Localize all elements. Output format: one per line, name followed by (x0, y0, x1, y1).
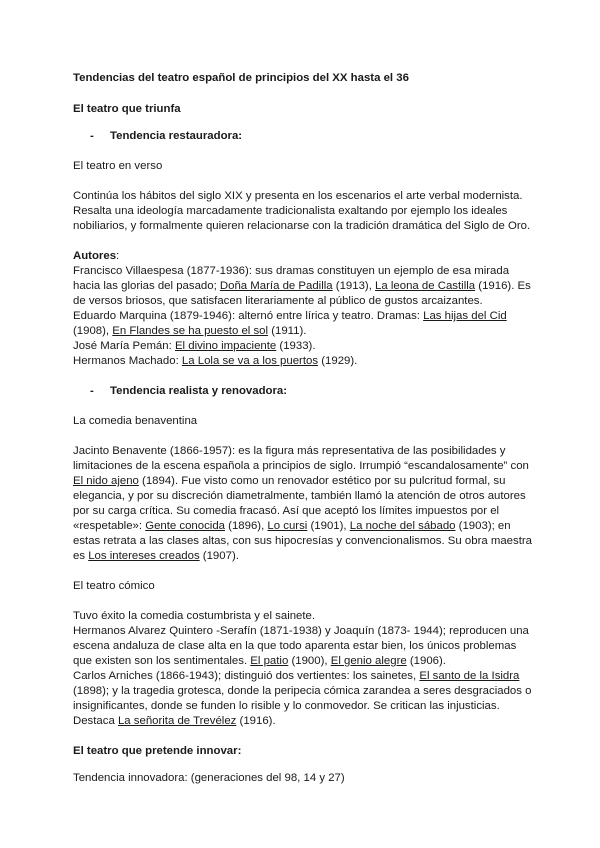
bullet-realista (90, 384, 533, 399)
text-span: Francisco Villaespesa (1877-1936): sus dramas constituyen un ejemplo de esa mirada hacia las glorias del pasado; (73, 265, 510, 292)
text-span: Jacinto Benavente (1866-1957): es la figura más representativa de las posibilidades y limitaciones de la escena española a principios de siglo. Irrumpió “escandalosamente” con (73, 445, 529, 472)
text-span: (1913), (332, 280, 376, 292)
subheading-teatro-comico: El teatro cómico (73, 580, 155, 592)
text-span: (1911). (268, 325, 307, 337)
text-span: (1907). (199, 550, 239, 562)
text-span: (1916). Es de versos briosos, que satisfacen literariamente al público de gustos arcaizantes. (73, 280, 531, 307)
work-title: El patio (250, 655, 289, 667)
work-title: El divino impaciente (174, 340, 277, 352)
text-span: Eduardo Marquina (1879-1946): alternó entre lírica y teatro. Dramas: (73, 310, 424, 322)
author-arniches (73, 669, 533, 729)
work-title: El genio alegre (330, 655, 407, 667)
document-body (73, 71, 533, 801)
document-title: Tendencias del teatro español de principios del XX hasta el 36 (73, 72, 409, 84)
work-title: Los intereses creados (88, 550, 200, 562)
bullet-restauradora (90, 129, 533, 144)
text-span: (1898); y la tragedia grotesca, donde la peripecia cómica zarandea a seres desgraciados o insignificantes, donde se funden lo risible y lo conmovedor. Se critican las injusticias. Destaca (73, 685, 532, 727)
text-span: José María Pemán: (73, 340, 175, 352)
trend-heading-restauradora: Tendencia restauradora: (110, 130, 243, 142)
text-span: (1900), (288, 655, 331, 667)
work-title: La señorita de Trevélez (117, 715, 237, 727)
subheading-teatro-verso: El teatro en verso (73, 160, 163, 172)
text-span: Hermanos Alvarez Quintero -Serafín (1871-1938) y Joaquín (1873- 1944); reproducen una escena andaluza de clase alta en la que todo aparenta estar bien, los únicos problemas que existen son los sentimentales. (73, 625, 529, 667)
section-heading-triunfa: El teatro que triunfa (73, 103, 181, 115)
autores-block (73, 249, 533, 369)
subheading-tendencia-innovadora: Tendencia innovadora: (generaciones del 98, 14 y 27) (73, 772, 345, 784)
text-span: (1929). (318, 355, 358, 367)
text-span: (1933). (276, 340, 316, 352)
teatro-comico-block (73, 609, 533, 729)
section-heading-innovar: El teatro que pretende innovar: (73, 745, 242, 757)
author-marquina (73, 309, 533, 339)
work-title: En Flandes se ha puesto el sol (112, 325, 269, 337)
paragraph-benavente (73, 444, 533, 564)
work-title: Lo cursi (267, 520, 308, 532)
autores-heading (73, 249, 533, 264)
work-title: La Lola se va a los puertos (181, 355, 319, 367)
trend-heading-realista: Tendencia realista y renovadora: (110, 385, 288, 397)
bullet-dash: - (90, 385, 94, 397)
text-span: Carlos Arniches (1866-1943); distinguió dos vertientes: los sainetes, (73, 670, 420, 682)
comico-intro: Tuvo éxito la comedia costumbrista y el sainete. (73, 610, 316, 622)
autores-colon: : (116, 250, 120, 262)
paragraph-teatro-verso: Continúa los hábitos del siglo XIX y presenta en los escenarios el arte verbal modernista. Resalta una ideología marcadamente tradicionalista exaltando por ejemplo los ideales nobiliarios, y formalmente quieren relacionarse con la tradición dramática del Siglo de Oro. (73, 190, 531, 232)
work-title: El nido ajeno (73, 475, 139, 487)
author-machado (73, 354, 533, 369)
author-villaespesa (73, 264, 533, 309)
text-span: (1908), (73, 325, 113, 337)
work-title: La noche del sábado (349, 520, 456, 532)
text-span: (1894). Fue visto como un renovador estético por su pulcritud formal, su elegancia, y por su discreción diametralmente, también llamó la atención de otros autores por su carga crítica. Su comedia fracasó. Así que aceptó los límites impuestos por el «respetable»: (73, 475, 526, 532)
work-title: El santo de la Isidra (419, 670, 520, 682)
autores-label: Autores (73, 250, 117, 262)
author-alvarez-quintero (73, 624, 533, 669)
bullet-dash: - (90, 130, 94, 142)
work-title: Gente conocida (145, 520, 225, 532)
text-span: (1901), (307, 520, 350, 532)
work-title: Doña María de Padilla (219, 280, 333, 292)
work-title: La leona de Castilla (375, 280, 476, 292)
subheading-comedia-benaventina: La comedia benaventina (73, 415, 198, 427)
work-title: Las hijas del Cid (423, 310, 507, 322)
text-span: (1896), (225, 520, 268, 532)
text-span: Hermanos Machado: (73, 355, 182, 367)
text-span: (1906). (406, 655, 446, 667)
author-peman (73, 339, 533, 354)
text-span: (1903); en estas retrata a las clases altas, con sus hipocresías y convencionalismos. Su obra maestra es (73, 520, 533, 562)
text-span: (1916). (236, 715, 276, 727)
